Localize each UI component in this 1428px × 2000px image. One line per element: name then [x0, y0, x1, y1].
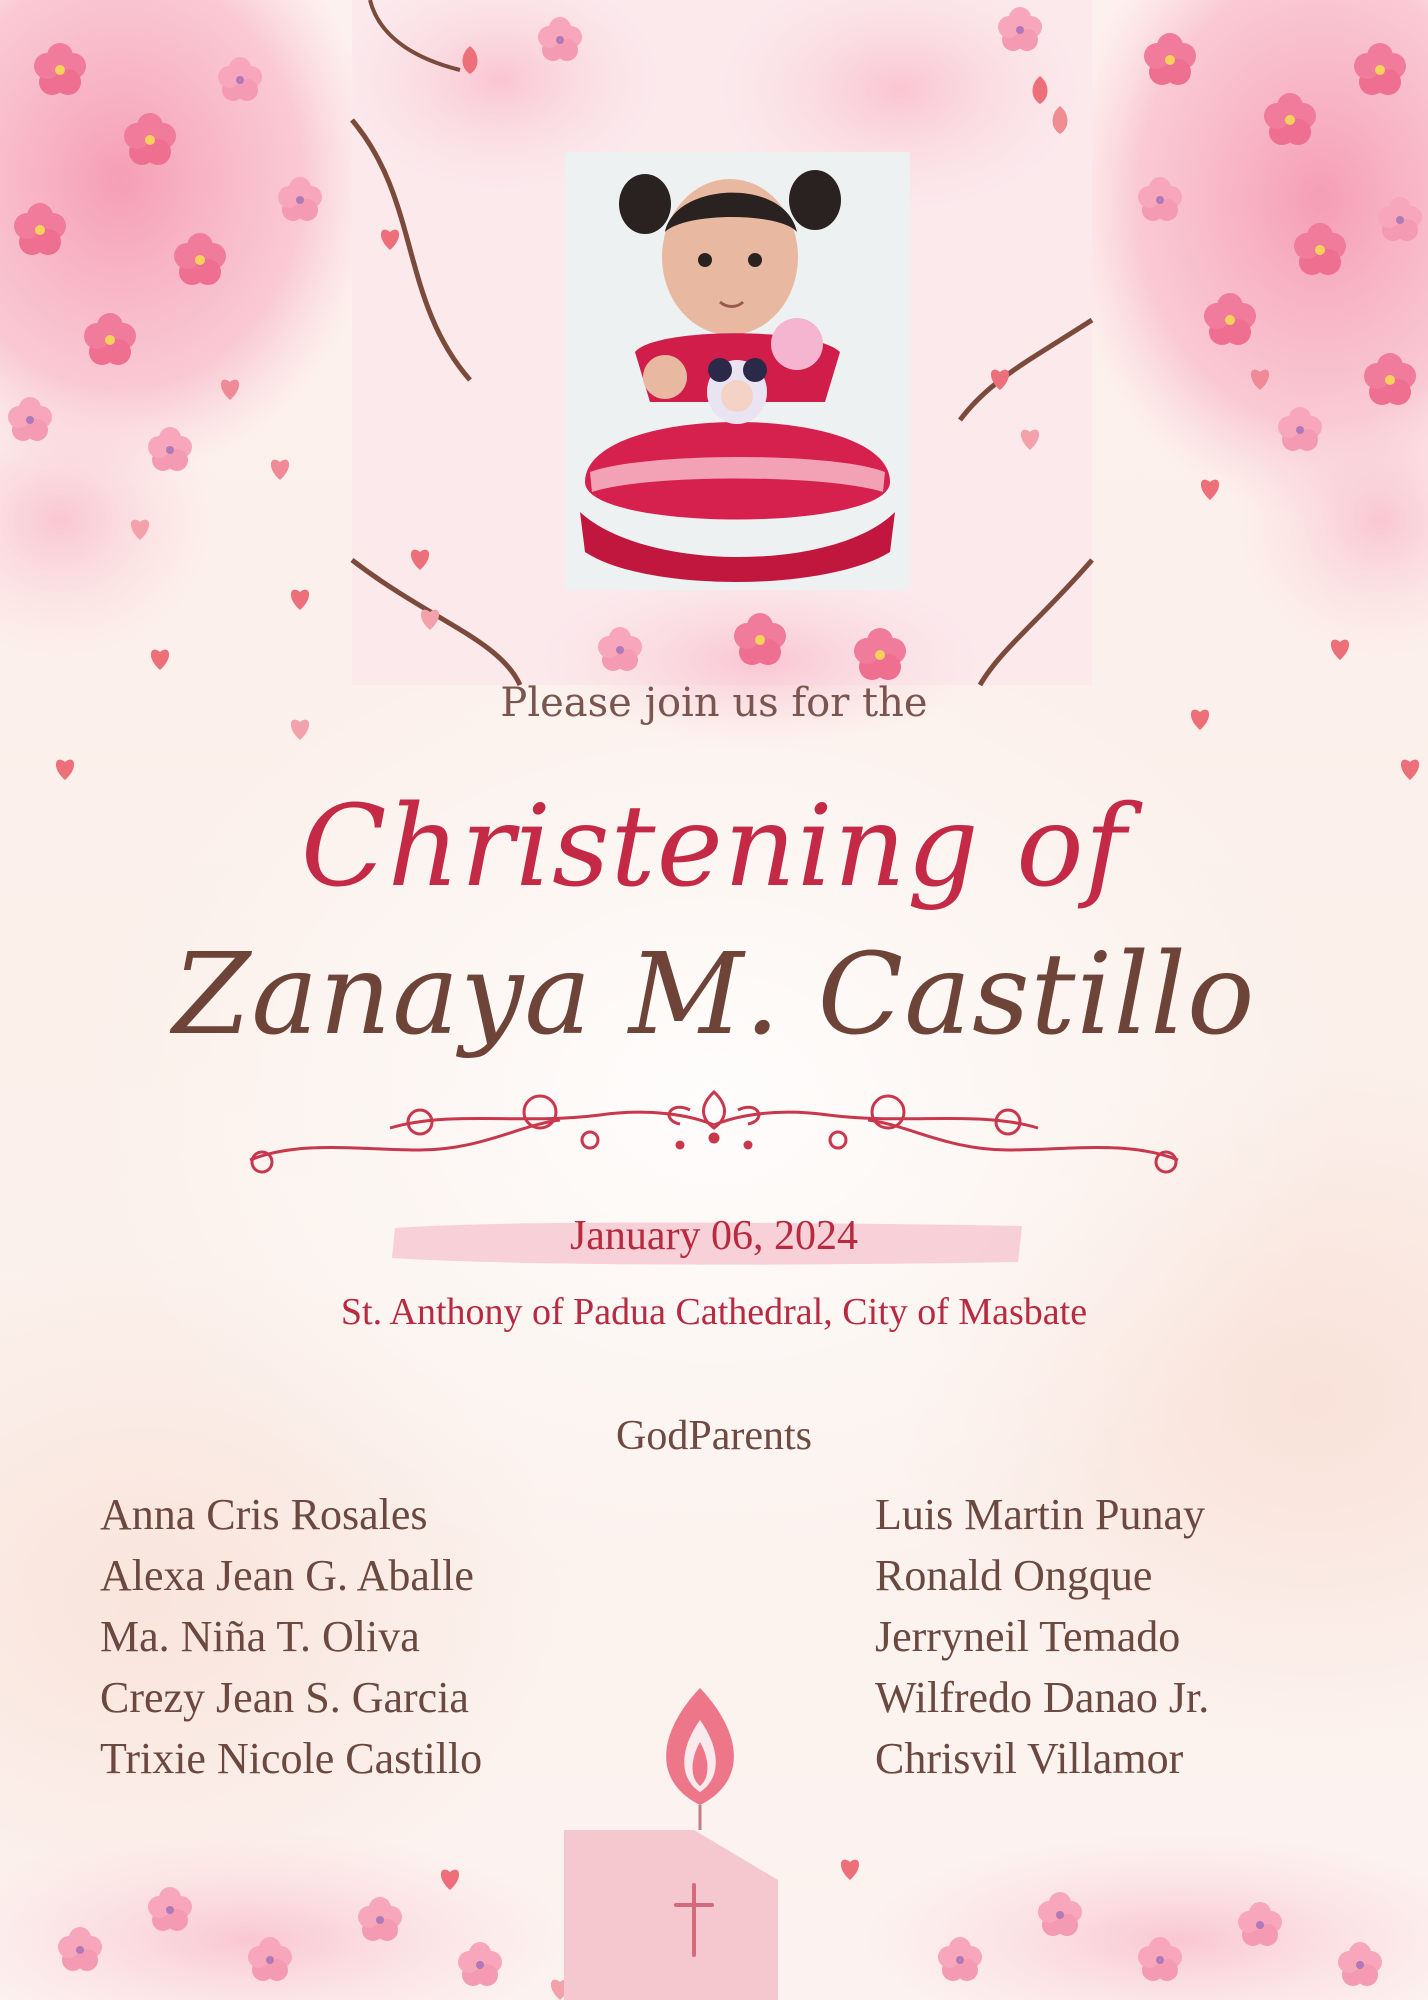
event-venue: St. Anthony of Padua Cathedral, City of Masbate	[340, 1291, 1088, 1333]
godparent-name: Trixie Nicole Castillo	[100, 1734, 483, 1783]
godparent-name: Jerryneil Temado	[875, 1612, 1181, 1661]
godparents-list-right	[875, 1484, 1209, 1789]
blossom-cluster-top-left-icon	[0, 0, 380, 660]
godparents-heading: GodParents	[616, 1413, 812, 1459]
godparents-list-left	[100, 1484, 482, 1789]
title-christening: Christening of	[300, 782, 1128, 912]
godparent-name: Luis Martin Punay	[875, 1490, 1205, 1539]
godparent-name: Chrisvil Villamor	[875, 1734, 1184, 1783]
child-name: Zanaya M. Castillo	[172, 930, 1256, 1060]
godparent-name: Wilfredo Danao Jr.	[875, 1673, 1210, 1722]
candle-icon	[564, 1688, 778, 2000]
flourish-divider-icon	[250, 1092, 1178, 1172]
godparent-name: Ronald Ongque	[875, 1551, 1153, 1600]
godparent-name: Alexa Jean G. Aballe	[100, 1551, 474, 1600]
godparent-name: Anna Cris Rosales	[100, 1490, 428, 1539]
baby-photo	[565, 152, 910, 590]
blossom-cluster-top-right-icon	[1060, 0, 1428, 660]
invite-intro: Please join us for the	[500, 680, 928, 726]
godparent-name: Crezy Jean S. Garcia	[100, 1673, 469, 1722]
godparent-name: Ma. Niña T. Oliva	[100, 1612, 420, 1661]
event-date: January 06, 2024	[569, 1213, 859, 1259]
